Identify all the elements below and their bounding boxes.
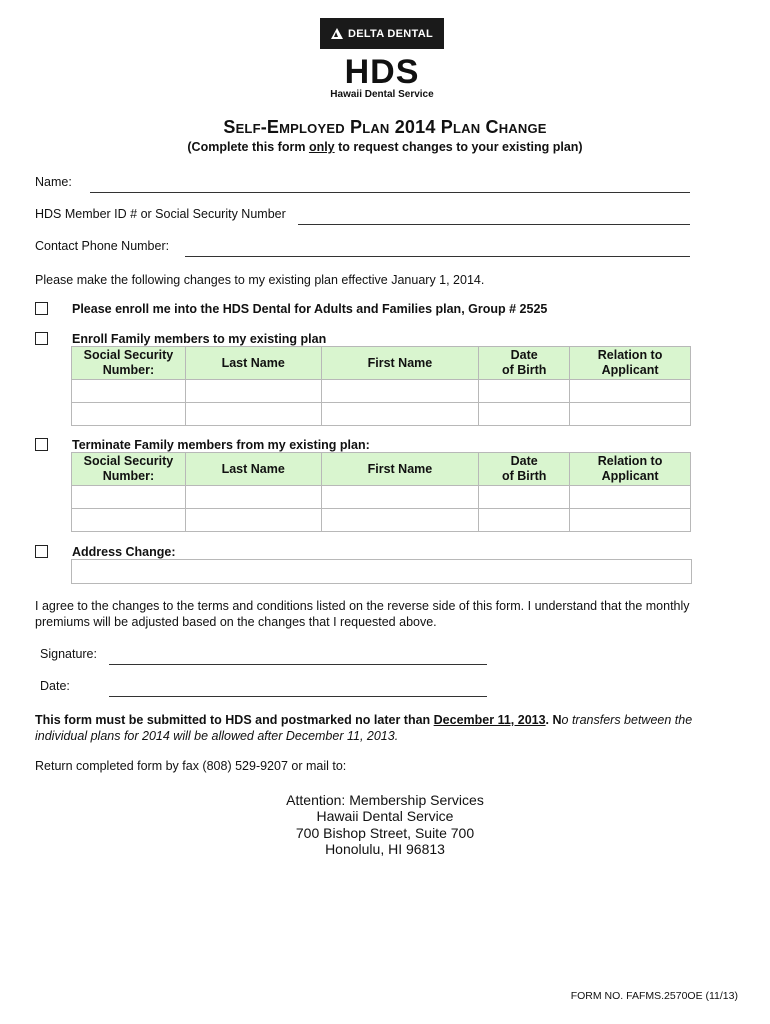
address-line-1: Attention: Membership Services bbox=[286, 792, 484, 808]
name-field[interactable] bbox=[90, 192, 690, 193]
member-id-field[interactable] bbox=[298, 224, 690, 225]
signature-label: Signature: bbox=[40, 647, 97, 661]
terminate-table bbox=[71, 452, 691, 532]
deadline-italic: o transfers between the individual plans for 2014 will be allowed after December 11, 2013. bbox=[35, 713, 693, 743]
phone-field[interactable] bbox=[185, 256, 690, 257]
table-row bbox=[72, 486, 691, 509]
enroll-family-label: Enroll Family members to my existing plan bbox=[72, 332, 327, 346]
address-line-2: Hawaii Dental Service bbox=[316, 808, 454, 824]
enroll-label: Please enroll me into the HDS Dental for Adults and Families plan, Group # 2525 bbox=[72, 302, 548, 316]
subtitle-emphasis: only bbox=[308, 140, 335, 154]
delta-dental-logo bbox=[320, 18, 444, 49]
terminate-checkbox[interactable] bbox=[35, 438, 48, 451]
enroll-family-checkbox[interactable] bbox=[35, 332, 48, 345]
ssn-header: Social Security Number: bbox=[72, 453, 186, 486]
address-line-4: Honolulu, HI 96813 bbox=[325, 841, 445, 857]
relation-header: Relation to Applicant bbox=[570, 453, 691, 486]
ssn-header: Social Security Number: bbox=[72, 347, 186, 380]
phone-label: Contact Phone Number: bbox=[35, 239, 170, 253]
table-row bbox=[72, 509, 691, 532]
date-label: Date: bbox=[40, 679, 70, 693]
deadline-period: . N bbox=[545, 713, 562, 727]
hds-logo-subtitle: Hawaii Dental Service bbox=[330, 89, 434, 100]
first-name-header: First Name bbox=[321, 453, 479, 486]
hds-logo: HDS bbox=[344, 53, 420, 91]
member-id-label: HDS Member ID # or Social Security Number bbox=[35, 207, 286, 221]
enroll-family-table bbox=[71, 346, 691, 426]
name-label: Name: bbox=[35, 175, 72, 189]
terminate-label: Terminate Family members from my existing plan: bbox=[72, 438, 370, 452]
dob-header: Date of Birth bbox=[479, 347, 570, 380]
address-change-label: Address Change: bbox=[72, 545, 176, 559]
subtitle-pre: (Complete this form bbox=[187, 140, 309, 154]
agreement-text: I agree to the changes to the terms and conditions listed on the reverse side of this form. I understand that the monthly premiums will be adjusted based on the changes that I requested above. bbox=[35, 599, 690, 629]
last-name-header: Last Name bbox=[185, 347, 321, 380]
deadline-bold: This form must be submitted to HDS and postmarked no later than bbox=[35, 713, 434, 727]
subtitle-post: to request changes to your existing plan) bbox=[334, 140, 583, 154]
address-change-field[interactable] bbox=[71, 559, 692, 584]
return-text: Return completed form by fax (808) 529-9207 or mail to: bbox=[35, 759, 347, 773]
address-change-checkbox[interactable] bbox=[35, 545, 48, 558]
relation-header: Relation to Applicant bbox=[570, 347, 691, 380]
page-subtitle bbox=[0, 140, 770, 154]
dob-header: Date of Birth bbox=[479, 453, 570, 486]
effective-text: Please make the following changes to my existing plan effective January 1, 2014. bbox=[35, 273, 485, 287]
first-name-header: First Name bbox=[321, 347, 479, 380]
last-name-header: Last Name bbox=[185, 453, 321, 486]
table-row bbox=[72, 403, 691, 426]
deadline-date: December 11, 2013 bbox=[433, 713, 546, 727]
page-title: Self-Employed Plan 2014 Plan Change bbox=[223, 117, 547, 137]
delta-dental-brand: DELTA DENTAL bbox=[347, 27, 434, 40]
delta-triangle-icon bbox=[331, 28, 343, 39]
form-number: FORM NO. FAFMS.2570OE (11/13) bbox=[570, 990, 738, 1002]
signature-field[interactable] bbox=[109, 664, 487, 665]
address-line-3: 700 Bishop Street, Suite 700 bbox=[295, 825, 475, 841]
enroll-checkbox[interactable] bbox=[35, 302, 48, 315]
deadline-text bbox=[35, 712, 725, 744]
table-row bbox=[72, 380, 691, 403]
date-field[interactable] bbox=[109, 696, 487, 697]
